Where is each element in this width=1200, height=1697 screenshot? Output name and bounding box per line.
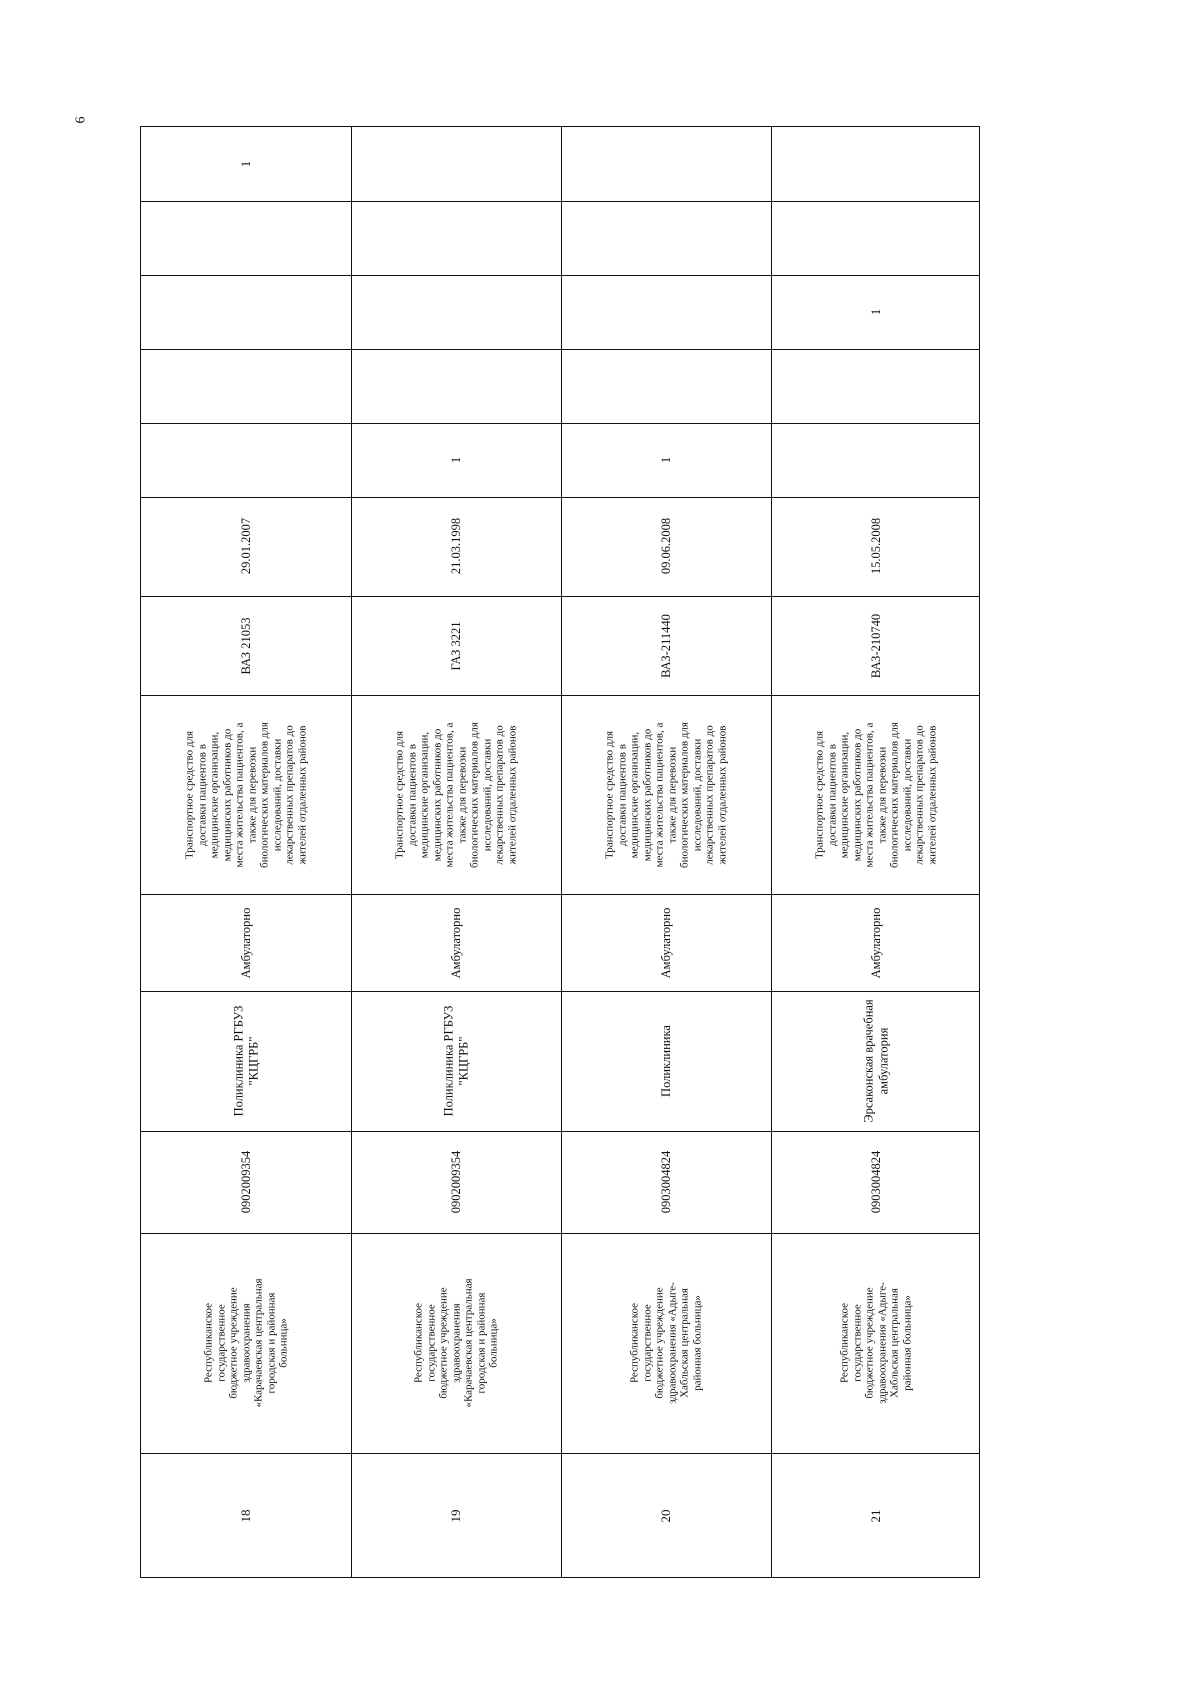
cell-text-number: 18 bbox=[237, 1509, 253, 1523]
cell-purpose bbox=[771, 695, 981, 894]
cell-text-mode: Амбулаторно bbox=[238, 907, 253, 979]
cell-c3 bbox=[771, 275, 981, 349]
cell-inn bbox=[771, 1131, 981, 1233]
cell-organization bbox=[561, 1233, 771, 1453]
cell-c5 bbox=[351, 127, 561, 201]
cell-text-purpose: Транспортное средство для доставки пациентов в медицинские организации, медицинских работников до места жительства пациентов, а также для перевозки биологических материалов для исследований, доставки лекарственных препаратов до жителей отдаленных районов bbox=[813, 721, 938, 868]
cell-text-number: 21 bbox=[867, 1509, 883, 1523]
cell-mode bbox=[561, 894, 771, 990]
cell-text-date: 09.06.2008 bbox=[658, 518, 673, 575]
cell-text-number: 20 bbox=[657, 1509, 673, 1523]
cell-date bbox=[771, 497, 981, 596]
cell-text-organization: Республиканское государственное бюджетное учреждение здравоохранения «Адыге- Хабльская центральная районная больница» bbox=[838, 1281, 913, 1404]
cell-c2 bbox=[561, 349, 771, 423]
cell-model bbox=[141, 596, 351, 695]
cell-mode bbox=[141, 894, 351, 990]
cell-text-inn: 0903004824 bbox=[868, 1150, 883, 1213]
cell-text-c1: 1 bbox=[658, 456, 673, 463]
cell-text-mode: Амбулаторно bbox=[868, 907, 883, 979]
cell-c1 bbox=[141, 423, 351, 497]
cell-unit bbox=[771, 991, 981, 1131]
cell-mode bbox=[771, 894, 981, 990]
cell-organization bbox=[771, 1233, 981, 1453]
cell-date bbox=[351, 497, 561, 596]
cell-c5 bbox=[771, 127, 981, 201]
cell-text-mode: Амбулаторно bbox=[658, 907, 673, 979]
cell-c1 bbox=[771, 423, 981, 497]
cell-text-purpose: Транспортное средство для доставки пациентов в медицинские организации, медицинских работников до места жительства пациентов, а также для перевозки биологических материалов для исследований, доставки лекарственных препаратов до жителей отдаленных районов bbox=[603, 721, 728, 868]
cell-c4 bbox=[771, 201, 981, 275]
cell-c1 bbox=[561, 423, 771, 497]
cell-c1 bbox=[351, 423, 561, 497]
cell-text-date: 29.01.2007 bbox=[238, 518, 253, 575]
cell-text-c3: 1 bbox=[868, 308, 883, 315]
cell-c5 bbox=[141, 127, 351, 201]
cell-purpose bbox=[351, 695, 561, 894]
cell-model bbox=[771, 596, 981, 695]
cell-text-purpose: Транспортное средство для доставки пациентов в медицинские организации, медицинских работников до места жительства пациентов, а также для перевозки биологических материалов для исследований, доставки лекарственных препаратов до жителей отдаленных районов bbox=[393, 721, 518, 868]
cell-text-model: ВАЗ-211440 bbox=[658, 613, 673, 678]
cell-c2 bbox=[351, 349, 561, 423]
cell-number bbox=[771, 1453, 981, 1579]
cell-text-organization: Республиканское государственное бюджетное учреждение здравоохранения «Карачаевская центральная городская и районная больница» bbox=[412, 1278, 500, 1408]
cell-c3 bbox=[561, 275, 771, 349]
cell-text-unit: Поликлиника РГБУЗ "КЦГРБ" bbox=[441, 1005, 470, 1117]
cell-mode bbox=[351, 894, 561, 990]
cell-text-unit: Эрсаконская врачебная амбулатория bbox=[861, 999, 890, 1123]
cell-c3 bbox=[141, 275, 351, 349]
page-number: 6 bbox=[73, 116, 89, 124]
cell-c5 bbox=[561, 127, 771, 201]
cell-number bbox=[561, 1453, 771, 1579]
cell-text-organization: Республиканское государственное бюджетное учреждение здравоохранения «Адыге- Хабльская центральная районная больница» bbox=[628, 1281, 703, 1404]
cell-text-number: 19 bbox=[447, 1509, 463, 1523]
cell-text-c1: 1 bbox=[448, 456, 463, 463]
cell-c2 bbox=[771, 349, 981, 423]
cell-unit bbox=[351, 991, 561, 1131]
cell-text-organization: Республиканское государственное бюджетное учреждение здравоохранения «Карачаевская центральная городская и районная больница» bbox=[202, 1278, 290, 1408]
cell-text-unit: Поликлиника РГБУЗ "КЦГРБ" bbox=[231, 1005, 260, 1117]
cell-inn bbox=[561, 1131, 771, 1233]
cell-number bbox=[141, 1453, 351, 1579]
cell-text-model: ГАЗ 3221 bbox=[448, 621, 463, 671]
cell-date bbox=[141, 497, 351, 596]
cell-text-mode: Амбулаторно bbox=[448, 907, 463, 979]
cell-organization bbox=[351, 1233, 561, 1453]
cell-purpose bbox=[141, 695, 351, 894]
cell-date bbox=[561, 497, 771, 596]
cell-unit bbox=[561, 991, 771, 1131]
cell-text-inn: 0902009354 bbox=[448, 1150, 463, 1213]
cell-inn bbox=[351, 1131, 561, 1233]
cell-text-inn: 0902009354 bbox=[238, 1150, 253, 1213]
cell-inn bbox=[141, 1131, 351, 1233]
cell-purpose bbox=[561, 695, 771, 894]
cell-text-unit: Поликлиника bbox=[658, 1024, 673, 1097]
cell-text-purpose: Транспортное средство для доставки пациентов в медицинские организации, медицинских работников до места жительства пациентов, а также для перевозки биологических материалов для исследований, доставки лекарственных препаратов до жителей отдаленных районов bbox=[183, 721, 308, 868]
cell-c3 bbox=[351, 275, 561, 349]
cell-organization bbox=[141, 1233, 351, 1453]
cell-number bbox=[351, 1453, 561, 1579]
cell-c2 bbox=[141, 349, 351, 423]
cell-text-model: ВАЗ 21053 bbox=[238, 617, 253, 675]
cell-text-model: ВАЗ-210740 bbox=[868, 613, 883, 678]
cell-text-date: 21.03.1998 bbox=[448, 518, 463, 575]
cell-text-date: 15.05.2008 bbox=[868, 518, 883, 575]
cell-text-c5: 1 bbox=[238, 160, 253, 168]
cell-c4 bbox=[141, 201, 351, 275]
cell-c4 bbox=[561, 201, 771, 275]
cell-unit bbox=[141, 991, 351, 1131]
cell-c4 bbox=[351, 201, 561, 275]
vehicle-table bbox=[140, 126, 980, 1578]
cell-text-inn: 0903004824 bbox=[658, 1150, 673, 1213]
cell-model bbox=[561, 596, 771, 695]
cell-model bbox=[351, 596, 561, 695]
